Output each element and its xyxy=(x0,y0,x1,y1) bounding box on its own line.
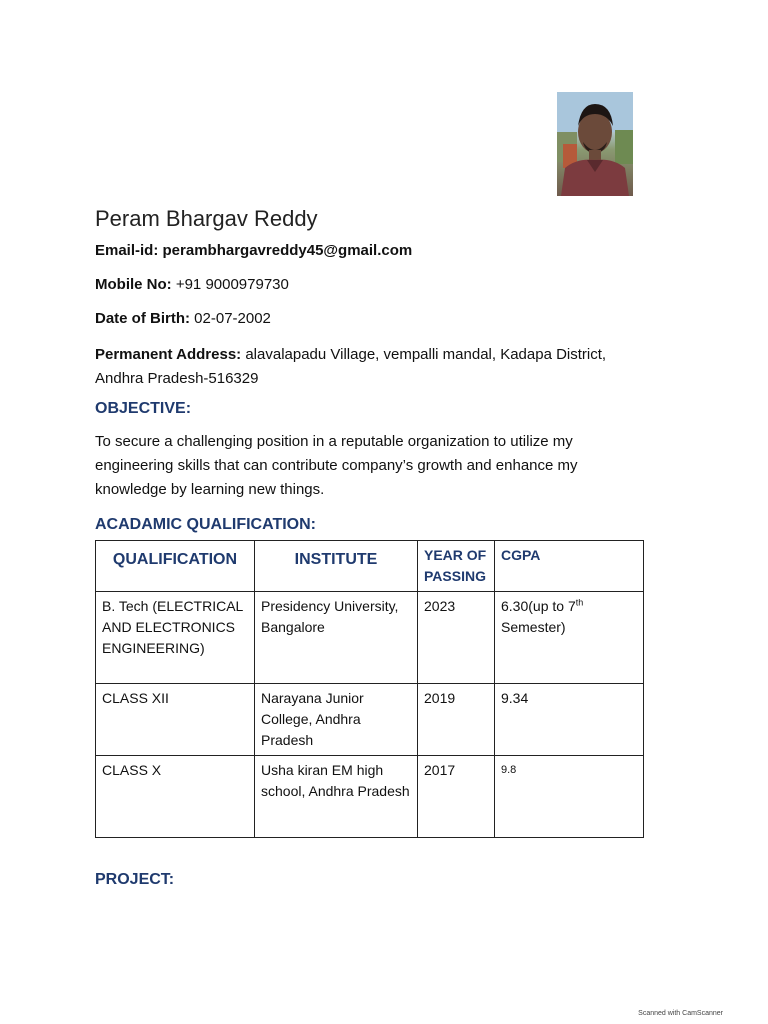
cell-institute: Presidency University, Bangalore xyxy=(255,592,418,684)
candidate-name: Peram Bhargav Reddy xyxy=(95,206,318,231)
dob-value: 02-07-2002 xyxy=(194,310,271,327)
dob-label: Date of Birth: xyxy=(95,310,190,327)
table-row xyxy=(96,756,644,838)
cell-year: 2017 xyxy=(418,756,495,838)
col-header-year: YEAR OF PASSING xyxy=(418,541,495,592)
cgpa-rest: Semester) xyxy=(501,619,566,635)
table-header-row xyxy=(96,541,644,592)
project-heading: PROJECT: xyxy=(95,871,175,888)
scanner-watermark: Scanned with CamScanner xyxy=(638,1010,723,1017)
cell-cgpa: 9.34 xyxy=(495,684,644,756)
email-line xyxy=(95,239,655,263)
objective-text: To secure a challenging position in a reputable organization to utilize my engineering skills that can contribute company’s growth and enhance my knowledge by learning new things. xyxy=(95,433,578,498)
address-value: alavalapadu Village, vempalli mandal, Kadapa District, Andhra Pradesh-516329 xyxy=(95,346,607,387)
col-header-institute: INSTITUTE xyxy=(255,541,418,592)
col-header-cgpa: CGPA xyxy=(495,541,644,592)
cell-qualification: B. Tech (ELECTRICAL AND ELECTRONICS ENGINEERING) xyxy=(96,592,255,684)
cgpa-superscript: th xyxy=(575,597,584,608)
email-value: perambhargavreddy45@gmail.com xyxy=(162,242,413,259)
profile-photo xyxy=(557,92,633,196)
address-label: Permanent Address: xyxy=(95,346,242,363)
cell-institute: Usha kiran EM high school, Andhra Pradesh xyxy=(255,756,418,838)
email-label: Email-id: xyxy=(95,242,159,259)
dob-line xyxy=(95,307,655,331)
mobile-line xyxy=(95,273,655,297)
cell-year: 2023 xyxy=(418,592,495,684)
table-row xyxy=(96,592,644,684)
col-header-qualification: QUALIFICATION xyxy=(96,541,255,592)
objective-heading: OBJECTIVE: xyxy=(95,400,192,417)
cell-institute: Narayana Junior College, Andhra Pradesh xyxy=(255,684,418,756)
cell-qualification: CLASS X xyxy=(96,756,255,838)
cgpa-main: 6.30(up to 7 xyxy=(501,598,576,614)
cell-cgpa xyxy=(495,592,644,684)
mobile-value: +91 9000979730 xyxy=(175,276,289,293)
mobile-label: Mobile No: xyxy=(95,276,172,293)
cell-year: 2019 xyxy=(418,684,495,756)
cell-cgpa: 9.8 xyxy=(495,756,644,838)
address-line xyxy=(95,343,655,391)
cell-qualification: CLASS XII xyxy=(96,684,255,756)
table-row xyxy=(96,684,644,756)
academic-heading: ACADAMIC QUALIFICATION: xyxy=(95,516,317,533)
academic-table xyxy=(95,540,644,838)
